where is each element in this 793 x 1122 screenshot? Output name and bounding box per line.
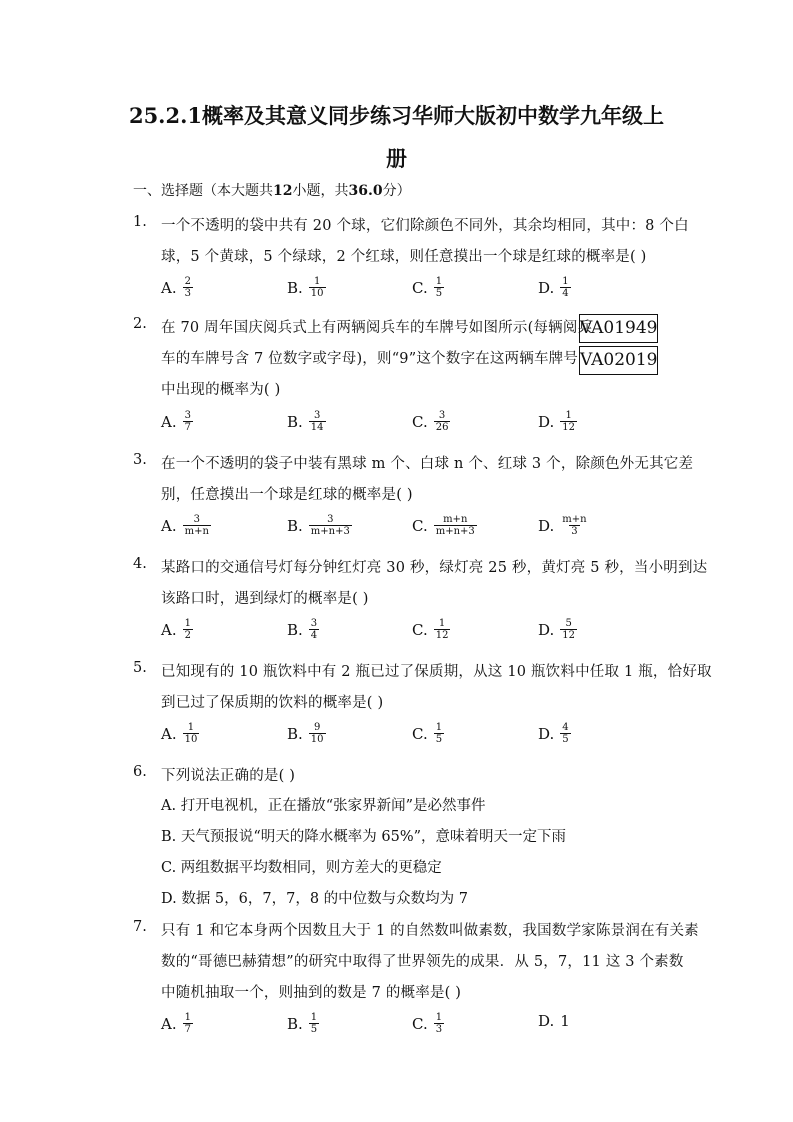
fraction-numerator: 4 [562, 722, 569, 733]
fraction-numerator: 1 [435, 276, 443, 287]
fraction-denominator: 10 [310, 734, 324, 745]
fraction [309, 276, 326, 299]
fraction-numerator: 3 [310, 618, 318, 629]
fraction-numerator: 3 [327, 514, 334, 525]
fraction-denominator: 5 [435, 734, 443, 745]
answer-option[interactable] [538, 276, 571, 299]
option-label: D. [538, 1012, 555, 1030]
title-line-1: 25.2.1概率及其意义同步练习华师大版初中数学九年级上 [128, 103, 665, 128]
fraction-numerator: 2 [184, 276, 191, 287]
fraction-numerator: 1 [187, 722, 195, 733]
answer-option[interactable]: B. 天气预报说“明天的降水概率为 65%”，意味着明天一定下雨 [161, 829, 567, 845]
answer-option[interactable] [538, 410, 577, 433]
answer-option[interactable] [412, 722, 444, 745]
fraction [183, 410, 193, 433]
answer-option[interactable] [412, 410, 450, 433]
fraction-numerator: 5 [565, 618, 572, 629]
answer-option[interactable] [287, 618, 319, 641]
fraction [434, 514, 477, 537]
answer-option[interactable]: C. 两组数据平均数相同，则方差大的更稳定 [161, 860, 442, 876]
fraction [309, 1012, 319, 1035]
answer-option[interactable] [412, 276, 444, 299]
fraction-denominator: m+n [184, 526, 209, 537]
fraction-denominator: 4 [310, 630, 318, 641]
fraction-denominator: m+n+3 [310, 526, 350, 537]
answer-option[interactable] [538, 1012, 570, 1030]
question-text-line: 中出现的概率为( ) [161, 382, 281, 398]
fraction [434, 410, 451, 433]
option-label: B. [287, 724, 303, 743]
option-label: A. [161, 516, 177, 535]
fraction [309, 618, 319, 641]
option-label: C. [412, 412, 428, 431]
option-label: A. [161, 1014, 177, 1033]
section-heading: 一、选择题（本大题共12小题，共36.0分） [133, 183, 411, 199]
question-text-line: 下列说法正确的是( ) [161, 768, 296, 784]
fraction-numerator: 1 [310, 1012, 318, 1023]
fraction-denominator: 3 [571, 526, 578, 537]
answer-option[interactable] [412, 618, 450, 641]
fraction-numerator: m+n [443, 514, 468, 525]
option-label: B. [287, 412, 303, 431]
question-text-line: 车的车牌号含 7 位数字或字母)，则“9”这个数字在这两辆车牌号 [161, 351, 579, 367]
fraction-numerator: 1 [565, 410, 572, 421]
answer-option[interactable] [161, 410, 193, 433]
fraction-numerator: 1 [435, 1012, 443, 1023]
option-label: A. [161, 724, 177, 743]
question-number: 3. [133, 452, 147, 468]
answer-option[interactable] [287, 722, 326, 745]
question-text-line: 别，任意摸出一个球是红球的概率是( ) [161, 487, 413, 503]
fraction [434, 618, 451, 641]
fraction-numerator: 1 [435, 722, 443, 733]
fraction-numerator: 3 [438, 410, 446, 421]
answer-option[interactable] [287, 410, 326, 433]
answer-option[interactable] [287, 514, 352, 537]
answer-option[interactable] [161, 1012, 193, 1035]
fraction [560, 276, 570, 299]
fraction [183, 276, 193, 299]
option-label: B. [287, 278, 303, 297]
fraction-denominator: 5 [435, 288, 443, 299]
fraction-denominator: 5 [310, 1024, 318, 1035]
fraction-denominator: 3 [184, 288, 191, 299]
fraction-numerator: 1 [562, 276, 569, 287]
option-label: A. [161, 278, 177, 297]
option-label: A. [161, 620, 177, 639]
fraction [560, 722, 570, 745]
answer-option[interactable] [161, 514, 211, 537]
option-label: C. [412, 620, 428, 639]
answer-option[interactable] [161, 276, 193, 299]
question-text-line: 到已过了保质期的饮料的概率是( ) [161, 695, 384, 711]
fraction [434, 276, 444, 299]
fraction-numerator: 1 [184, 1012, 191, 1023]
answer-option[interactable] [161, 618, 193, 641]
fraction-denominator: 12 [562, 422, 575, 433]
fraction-denominator: 3 [435, 1024, 443, 1035]
option-value: 1 [560, 1012, 570, 1030]
answer-option[interactable] [287, 1012, 319, 1035]
answer-option[interactable] [161, 722, 199, 745]
fraction [183, 618, 193, 641]
fraction-numerator: 3 [313, 410, 321, 421]
fraction-denominator: 12 [435, 630, 449, 641]
fraction-numerator: 1 [438, 618, 446, 629]
fraction-numerator: 1 [184, 618, 191, 629]
answer-option[interactable]: A. 打开电视机，正在播放“张家界新闻”是必然事件 [161, 798, 486, 814]
question-number: 6. [133, 764, 147, 780]
fraction-numerator: m+n [562, 514, 587, 525]
question-text-line: 该路口时，遇到绿灯的概率是( ) [161, 591, 369, 607]
question-text-line: 已知现有的 10 瓶饮料中有 2 瓶已过了保质期，从这 10 瓶饮料中任取 1 瓶，恰好取 [161, 664, 712, 680]
fraction-numerator: 3 [193, 514, 200, 525]
option-label: C. [412, 1014, 428, 1033]
question-text-line: 在 70 周年国庆阅兵式上有两辆阅兵车的车牌号如图所示(每辆阅兵 [161, 320, 593, 336]
question-text-line: 数的“哥德巴赫猜想”的研究中取得了世界领先的成果．从 5，7，11 这 3 个素数 [161, 954, 684, 970]
fraction [309, 722, 326, 745]
fraction [434, 1012, 444, 1035]
option-label: B. [287, 1014, 303, 1033]
fraction-numerator: 9 [313, 722, 321, 733]
question-text-line: 只有 1 和它本身两个因数且大于 1 的自然数叫做素数，我国数学家陈景润在有关素 [161, 923, 699, 939]
option-label: B. [287, 516, 303, 535]
fraction-numerator: 1 [313, 276, 321, 287]
fraction-numerator: 3 [184, 410, 191, 421]
question-text-line: 中随机抽取一个，则抽到的数是 7 的概率是( ) [161, 985, 462, 1001]
fraction-denominator: 14 [310, 422, 324, 433]
answer-option[interactable] [538, 722, 571, 745]
question-number: 1. [133, 214, 147, 230]
question-number: 2. [133, 316, 147, 332]
question-number: 7. [133, 919, 147, 935]
fraction-denominator: 4 [562, 288, 569, 299]
option-label: B. [287, 620, 303, 639]
answer-option[interactable] [287, 276, 326, 299]
fraction-denominator: 7 [184, 422, 191, 433]
option-label: A. [161, 412, 177, 431]
fraction [560, 514, 588, 537]
fraction [183, 1012, 193, 1035]
fraction-denominator: 2 [184, 630, 191, 641]
fraction-denominator: 7 [184, 1024, 191, 1035]
question-text-line: 在一个不透明的袋子中装有黑球 m 个、白球 n 个、红球 3 个，除颜色外无其它差 [161, 456, 694, 472]
fraction [560, 410, 577, 433]
option-label: D. [538, 620, 555, 639]
option-label: C. [412, 516, 428, 535]
license-plate: VA02019 [579, 346, 658, 375]
fraction [309, 514, 352, 537]
fraction-denominator: 10 [184, 734, 198, 745]
option-label: C. [412, 724, 428, 743]
option-label: D. [538, 412, 555, 431]
option-label: D. [538, 724, 555, 743]
fraction [560, 618, 577, 641]
answer-option[interactable] [538, 514, 589, 537]
answer-option[interactable] [412, 514, 477, 537]
fraction-denominator: 12 [562, 630, 575, 641]
fraction-denominator: 5 [562, 734, 569, 745]
license-plate: VA01949 [579, 314, 658, 343]
answer-option[interactable]: D. 数据 5，6，7，7，8 的中位数与众数均为 7 [161, 891, 469, 907]
fraction [434, 722, 444, 745]
option-label: D. [538, 516, 555, 535]
fraction-denominator: 10 [310, 288, 324, 299]
fraction-denominator: 26 [435, 422, 449, 433]
answer-option[interactable] [538, 618, 577, 641]
answer-option[interactable] [412, 1012, 444, 1035]
question-text-line: 一个不透明的袋中共有 20 个球，它们除颜色不同外，其余均相同，其中：8 个白 [161, 218, 689, 234]
fraction [309, 410, 326, 433]
fraction-denominator: m+n+3 [435, 526, 475, 537]
option-label: C. [412, 278, 428, 297]
question-text-line: 球，5 个黄球，5 个绿球，2 个红球，则任意摸出一个球是红球的概率是( ) [161, 249, 647, 265]
title-line-2: 册 [386, 146, 407, 171]
question-text-line: 某路口的交通信号灯每分钟红灯亮 30 秒，绿灯亮 25 秒，黄灯亮 5 秒，当小明到达 [161, 560, 708, 576]
fraction [183, 514, 211, 537]
question-number: 5. [133, 660, 147, 676]
fraction [183, 722, 200, 745]
option-label: D. [538, 278, 555, 297]
question-number: 4. [133, 556, 147, 572]
